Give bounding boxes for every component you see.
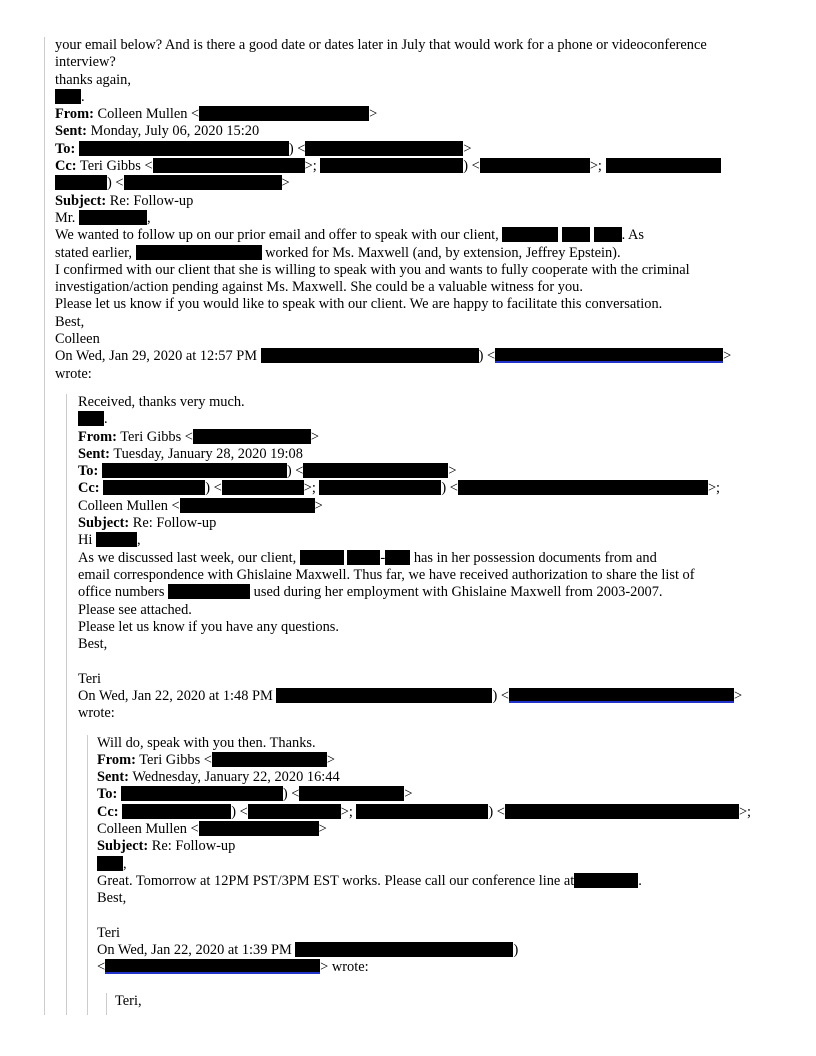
text-run: Re: Follow-up [129, 515, 217, 532]
text-run: > [463, 140, 472, 157]
text-line [55, 123, 776, 140]
redaction-box [222, 480, 304, 495]
text-run: Wednesday, January 22, 2020 16:44 [128, 769, 340, 786]
text-run: > [310, 428, 320, 445]
redaction-box [212, 752, 327, 767]
redaction-box [303, 463, 448, 478]
text-run: > [448, 463, 457, 480]
redaction-box [480, 158, 590, 173]
redaction-box [124, 175, 282, 190]
text-line [97, 856, 776, 873]
redaction-box [505, 804, 739, 819]
text-run: Teri Gibbs < [135, 751, 212, 768]
redaction-box [347, 550, 380, 565]
text-run: worked for Ms. Maxwell (and, by extension, Jeffrey Epstein). [261, 244, 621, 261]
text-line [55, 37, 776, 54]
redaction-box [97, 856, 123, 871]
text-run: >; [304, 158, 321, 175]
text-line [55, 54, 776, 71]
text-run: On Wed, Jan 22, 2020 at 1:39 PM [97, 942, 296, 959]
text-run: Teri, [115, 992, 142, 1009]
text-line [97, 735, 776, 752]
text-run: ) < [478, 348, 496, 365]
field-label: Cc: [78, 480, 100, 497]
text-run: Monday, July 06, 2020 15:20 [86, 123, 260, 140]
field-label: To: [55, 140, 76, 157]
text-run: ) < [231, 803, 248, 820]
redaction-box [562, 227, 590, 242]
text-run: ) < [107, 175, 124, 192]
redaction-box [79, 210, 147, 225]
text-run: office numbers [78, 584, 169, 601]
text-line [55, 245, 776, 262]
text-run: Tuesday, January 28, 2020 19:08 [109, 445, 303, 462]
text-line [55, 348, 776, 365]
text-run: thanks again, [55, 71, 131, 88]
text-run: ) < [282, 786, 300, 803]
text-line [78, 671, 776, 688]
text-line [78, 446, 776, 463]
redaction-box [78, 411, 104, 426]
text-line [78, 567, 776, 584]
text-run: . [81, 88, 85, 105]
text-run: ) < [286, 463, 304, 480]
redaction-box-email-link [105, 959, 320, 974]
text-line [78, 515, 776, 532]
text-line [97, 942, 776, 959]
text-line [97, 908, 776, 925]
text-run: < [97, 959, 106, 976]
redaction-box [299, 786, 404, 801]
redaction-box [55, 175, 107, 190]
text-line [55, 227, 776, 244]
redaction-box [458, 480, 708, 495]
text-line [97, 959, 776, 976]
text-run: > [733, 687, 743, 704]
text-line [78, 619, 776, 636]
text-run: Teri [97, 924, 120, 941]
redaction-box [168, 584, 250, 599]
text-line [78, 480, 776, 497]
text-run: Colleen [55, 331, 100, 348]
redaction-box [385, 550, 410, 565]
redaction-box-email-link [495, 348, 723, 363]
text-run: Teri Gibbs < [116, 428, 193, 445]
text-run: Teri Gibbs < [76, 158, 153, 175]
text-run: I confirmed with our client that she is willing to speak with you and wants to fully cooperate with the criminal [55, 261, 690, 278]
text-run: > [318, 821, 327, 838]
text-run: Please let us know if you would like to speak with our client. We are happy to facilitate this conversation. [55, 296, 663, 313]
text-run: We wanted to follow up on our prior email and offer to speak with our client, [55, 227, 503, 244]
text-run: ) < [488, 803, 505, 820]
field-label: Cc: [55, 158, 77, 175]
text-line [78, 550, 776, 567]
text-line [78, 532, 776, 549]
text-run: Will do, speak with you then. Thanks. [97, 734, 316, 751]
text-run: Re: Follow-up [148, 838, 236, 855]
text-run: Best, [78, 636, 108, 653]
text-line [55, 314, 776, 331]
redaction-box [594, 227, 622, 242]
text-line [55, 279, 776, 296]
text-run: , [147, 209, 151, 226]
text-run: On Wed, Jan 22, 2020 at 1:48 PM [78, 687, 277, 704]
field-label: From: [78, 428, 117, 445]
redaction-box [153, 158, 305, 173]
redaction-box [180, 498, 315, 513]
field-label: Subject: [78, 515, 130, 532]
text-line [78, 498, 776, 515]
text-line [55, 106, 776, 123]
text-run: Hi [78, 532, 96, 549]
field-label: Sent: [97, 769, 129, 786]
field-label: Cc: [97, 803, 119, 820]
text-line [97, 786, 776, 803]
text-run: wrote: [78, 705, 115, 722]
text-line [55, 72, 776, 89]
redaction-box [122, 804, 231, 819]
text-run: >; [738, 803, 752, 820]
redaction-box [276, 688, 492, 703]
text-run: your email below? And is there a good date or dates later in July that would work for a phone or videoconference [55, 37, 707, 53]
field-label: Subject: [55, 192, 107, 209]
text-line [55, 141, 776, 158]
text-line [55, 366, 776, 383]
text-run: . [638, 872, 642, 889]
text-run: >; [303, 480, 320, 497]
text-line [78, 394, 776, 411]
text-line [78, 636, 776, 653]
text-line [78, 429, 776, 446]
text-run: Received, thanks very much. [78, 393, 245, 410]
field-label: To: [78, 463, 99, 480]
text-run: > [281, 175, 290, 192]
text-line [97, 804, 776, 821]
text-run: investigation/action pending against Ms. Maxwell. She could be a valuable witness for you. [55, 279, 583, 296]
text-run: has in her possession documents from and [410, 549, 657, 566]
field-label: Sent: [55, 123, 87, 140]
field-label: Sent: [78, 445, 110, 462]
redaction-box [193, 429, 311, 444]
text-line [97, 873, 776, 890]
text-line [97, 821, 776, 838]
text-run: As we discussed last week, our client, [78, 549, 300, 566]
quoted-email-level-2 [66, 394, 776, 1015]
text-run: > [314, 497, 323, 514]
text-run: Mr. [55, 209, 79, 226]
text-line [55, 296, 776, 313]
text-run: ) [513, 942, 519, 959]
text-run: >; [707, 480, 721, 497]
text-run: ) < [492, 687, 509, 704]
text-run: Please let us know if you have any questions. [78, 618, 339, 635]
redaction-box [199, 821, 319, 836]
text-line [97, 769, 776, 786]
text-run: Please see attached. [78, 601, 192, 618]
redaction-box [295, 942, 513, 957]
redaction-box [103, 480, 205, 495]
redaction-box [319, 480, 441, 495]
redaction-box [502, 227, 558, 242]
text-line [78, 411, 776, 428]
text-line [78, 584, 776, 601]
text-run: Colleen Mullen < [93, 106, 200, 123]
text-line [55, 262, 776, 279]
text-run: , [137, 532, 141, 549]
text-line [55, 175, 776, 192]
text-run: > [326, 751, 336, 768]
text-run: >; [589, 158, 606, 175]
text-run: Teri [78, 670, 101, 687]
redaction-box [79, 141, 289, 156]
text-run: ) < [205, 480, 222, 497]
text-line [55, 89, 776, 106]
field-label: From: [55, 106, 94, 123]
text-run: Best, [55, 313, 85, 330]
text-run: > [369, 106, 378, 123]
text-run: On Wed, Jan 29, 2020 at 12:57 PM [55, 348, 261, 365]
text-run: Great. Tomorrow at 12PM PST/3PM EST works. Please call our conference line at [97, 872, 575, 889]
redaction-box-email-link [509, 688, 734, 703]
redaction-box [300, 550, 344, 565]
redaction-box [320, 158, 463, 173]
text-run: Best, [97, 890, 127, 907]
text-run: ) < [441, 480, 458, 497]
text-run: wrote: [55, 365, 92, 382]
quoted-email-level-1 [44, 37, 776, 1015]
text-run: . As [621, 227, 644, 244]
text-line [97, 752, 776, 769]
text-line [55, 158, 776, 175]
redaction-box [356, 804, 488, 819]
text-run: email correspondence with Ghislaine Maxwell. Thus far, we have received authorization to share the list of [78, 566, 695, 583]
text-line [78, 653, 776, 670]
text-run: ) < [463, 158, 480, 175]
text-run: Colleen Mullen < [97, 821, 199, 838]
redaction-box [121, 786, 283, 801]
text-line [97, 838, 776, 855]
text-line [78, 688, 776, 705]
text-line [97, 890, 776, 907]
text-line [55, 193, 776, 210]
text-line [97, 925, 776, 942]
text-run: >; [340, 803, 357, 820]
quoted-email-level-3 [87, 735, 776, 1015]
text-line [78, 463, 776, 480]
field-label: From: [97, 751, 136, 768]
text-run: . [104, 411, 108, 428]
redaction-box [55, 89, 81, 104]
redaction-box [199, 106, 369, 121]
text-run: , [123, 855, 127, 872]
text-run: > [404, 786, 413, 803]
text-run: Colleen Mullen < [78, 497, 180, 514]
redaction-box [606, 158, 721, 173]
text-run: used during her employment with Ghislaine Maxwell from 2003-2007. [250, 584, 663, 601]
redaction-box [136, 245, 262, 260]
field-label: Subject: [97, 838, 149, 855]
redaction-box [574, 873, 638, 888]
text-run: > [723, 348, 732, 365]
text-run: interview? [55, 54, 116, 71]
redaction-box [305, 141, 463, 156]
redaction-box [261, 348, 479, 363]
redaction-box [248, 804, 341, 819]
text-run: Re: Follow-up [106, 192, 194, 209]
text-line [55, 210, 776, 227]
text-line [78, 602, 776, 619]
quoted-email-level-4 [106, 993, 776, 1015]
redaction-box [102, 463, 287, 478]
text-run: - [380, 549, 386, 566]
field-label: To: [97, 786, 118, 803]
redaction-box [96, 532, 137, 547]
text-run: stated earlier, [55, 244, 136, 261]
text-line [78, 705, 776, 722]
text-run: ) < [288, 140, 306, 157]
text-run: > wrote: [320, 959, 369, 976]
text-line [55, 331, 776, 348]
text-line [115, 993, 776, 1010]
